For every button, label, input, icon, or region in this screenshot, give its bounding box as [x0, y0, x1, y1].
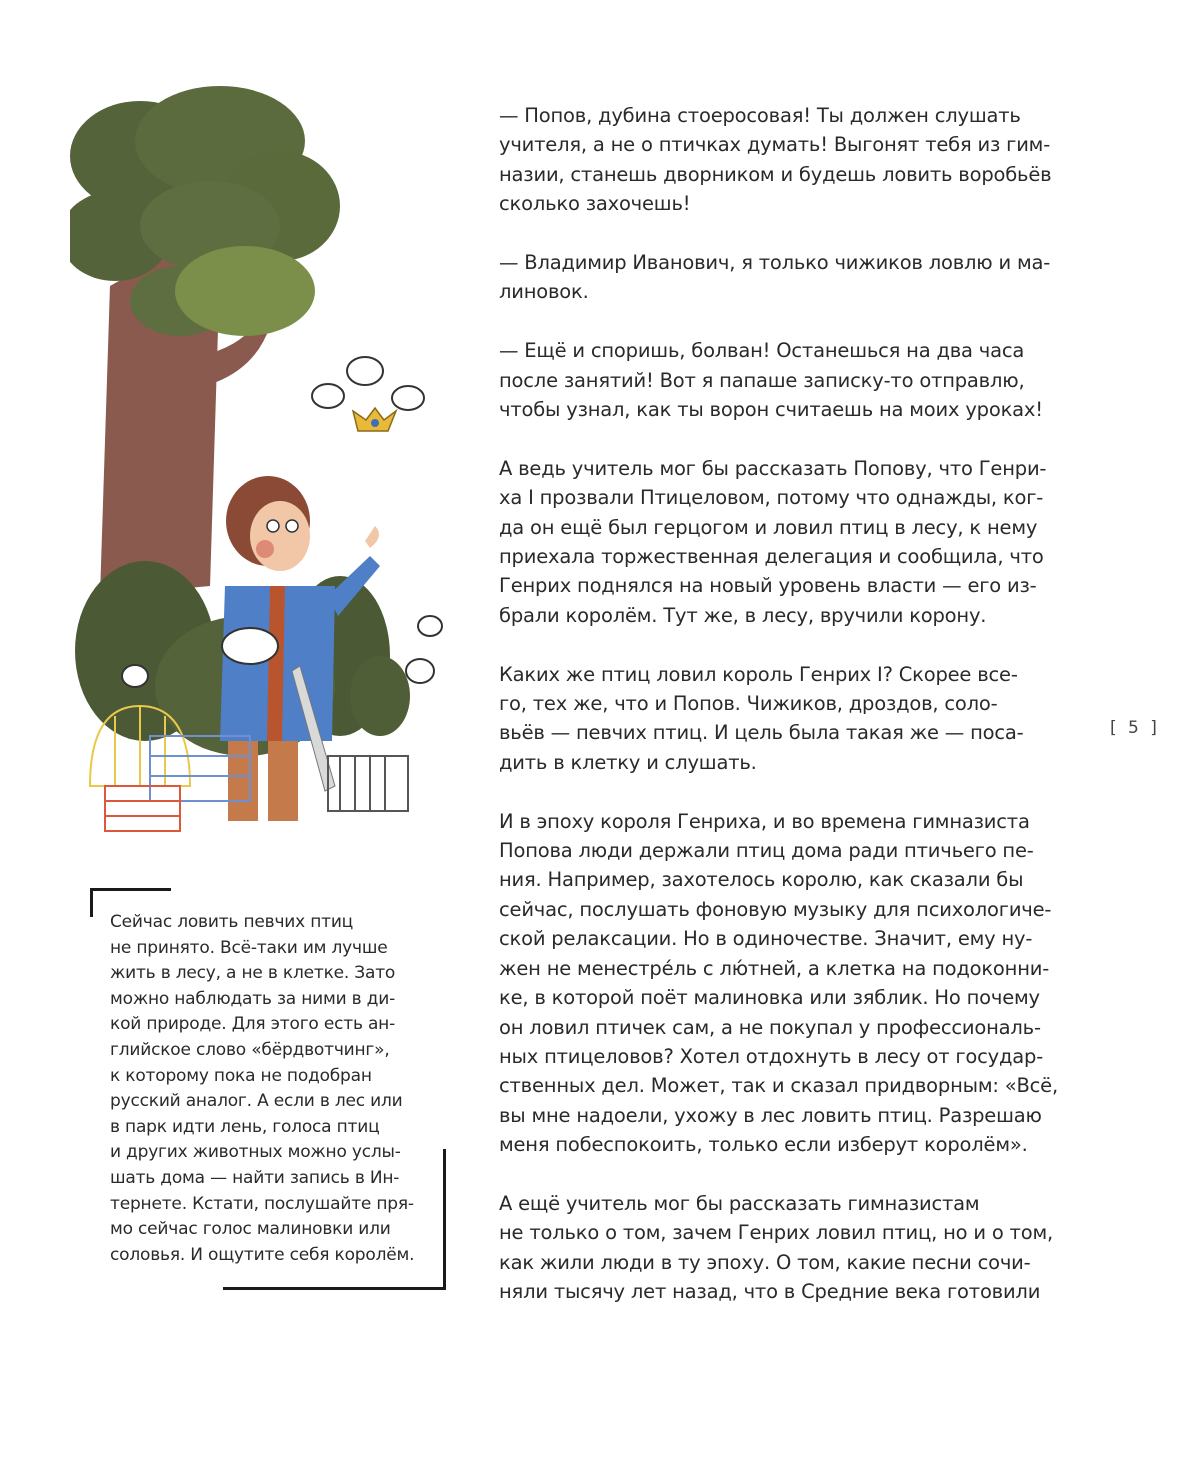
text-line: назии, станешь дворником и будешь ловить воробьёв — [499, 162, 1052, 186]
paragraph — [499, 454, 1069, 630]
text-line: ке, в которой поёт малиновка или зяблик. Но почему — [499, 986, 1040, 1010]
paragraph — [499, 336, 1069, 424]
sidebar-note — [90, 888, 446, 1290]
text-line: в парк идти лень, голоса птиц — [110, 1116, 380, 1137]
text-line: Сейчас ловить певчих птиц — [110, 912, 354, 932]
text-line: тернете. Кстати, послушайте пря- — [110, 1193, 414, 1214]
text-line: дить в клетку и слушать. — [499, 750, 757, 774]
paragraph — [499, 807, 1069, 1160]
text-line: не только о том, зачем Генрих ловил птиц, но и о том, — [499, 1221, 1053, 1245]
text-line: глийское слово «бёрдвотчинг», — [110, 1039, 390, 1060]
text-line: ния. Например, захотелось королю, как сказали бы — [499, 868, 1024, 892]
text-line: и других животных можно услы- — [110, 1142, 401, 1163]
text-line: вьёв — певчих птиц. И цель была такая же — поса- — [499, 721, 1024, 745]
text-line: к которому пока не подобран — [110, 1065, 372, 1086]
text-line: шать дома — найти запись в Ин- — [110, 1167, 400, 1188]
text-line: мо сейчас голос малиновки или — [110, 1219, 391, 1240]
text-line: ных птицеловов? Хотел отдохнуть в лесу от государ- — [499, 1044, 1044, 1068]
illustration — [70, 86, 470, 836]
text-line: после занятий! Вот я папаше записку-то отправлю, — [499, 368, 1025, 392]
text-line: няли тысячу лет назад, что в Средние века готовили — [499, 1280, 1041, 1304]
paragraph — [499, 248, 1069, 307]
text-line: А ещё учитель мог бы рассказать гимназистам — [499, 1191, 980, 1215]
text-line: как жили люди в ту эпоху. О том, какие песни сочи- — [499, 1250, 1031, 1274]
text-line: учителя, а не о птичках думать! Выгонят тебя из гим- — [499, 133, 1051, 157]
text-line: А ведь учитель мог бы рассказать Попову, что Генри- — [499, 456, 1047, 480]
text-line: не принято. Всё-таки им лучше — [110, 937, 388, 958]
text-line: брали королём. Тут же, в лесу, вручили корону. — [499, 603, 987, 627]
text-line: вы мне надоели, ухожу в лес ловить птиц. Разрешаю — [499, 1103, 1042, 1127]
text-line: он ловил птичек сам, а не покупал у профессиональ- — [499, 1015, 1041, 1039]
text-line: И в эпоху короля Генриха, и во времена гимназиста — [499, 809, 1030, 833]
main-text — [499, 101, 1069, 1336]
text-line: сейчас, послушать фоновую музыку для психологиче- — [499, 897, 1052, 921]
text-line: ственных дел. Может, так и сказал придворным: «Всё, — [499, 1074, 1058, 1098]
text-line: можно наблюдать за ними в ди- — [110, 988, 396, 1009]
birds-with-crown — [312, 357, 424, 431]
text-line: линовок. — [499, 280, 589, 304]
text-line: жить в лесу, а не в клетке. Зато — [110, 963, 396, 984]
text-line: Попова люди держали птиц дома ради птичьего пе- — [499, 839, 1034, 863]
text-line: жен не менестре́ль с лю́тней, а клетка на подоконни- — [499, 956, 1050, 980]
text-line: Каких же птиц ловил король Генрих I? Скорее все- — [499, 662, 1018, 686]
paragraph — [499, 101, 1069, 219]
page-number: [ 5 ] — [1110, 718, 1160, 738]
text-line: го, тех же, что и Попов. Чижиков, дроздов, соло- — [499, 692, 998, 716]
text-line: — Ещё и споришь, болван! Останешься на два часа — [499, 339, 1025, 363]
text-line: русский аналог. А если в лес или — [110, 1091, 403, 1112]
text-line: да он ещё был герцогом и ловил птиц в лесу, к нему — [499, 515, 1038, 539]
text-line: Генрих поднялся на новый уровень власти — его из- — [499, 574, 1037, 598]
text-line: — Попов, дубина стоеросовая! Ты должен слушать — [499, 104, 1021, 127]
text-line: кой природе. Для этого есть ан- — [110, 1014, 396, 1035]
text-line: сколько захочешь! — [499, 192, 691, 216]
text-line: — Владимир Иванович, я только чижиков ловлю и ма- — [499, 251, 1051, 275]
text-line: ха I прозвали Птицеловом, потому что однажды, ког- — [499, 486, 1044, 510]
sidebar-text — [110, 910, 440, 1268]
paragraph — [499, 1189, 1069, 1307]
text-line: приехала торжественная делегация и сообщила, что — [499, 545, 1044, 569]
text-line: ской релаксации. Но в одиночестве. Значит, ему ну- — [499, 927, 1033, 951]
text-line: соловья. И ощутите себя королём. — [110, 1244, 415, 1265]
text-line: меня побеспокоить, только если изберут королём». — [499, 1133, 1028, 1157]
paragraph — [499, 660, 1069, 778]
text-line: чтобы узнал, как ты ворон считаешь на моих уроках! — [499, 398, 1043, 422]
